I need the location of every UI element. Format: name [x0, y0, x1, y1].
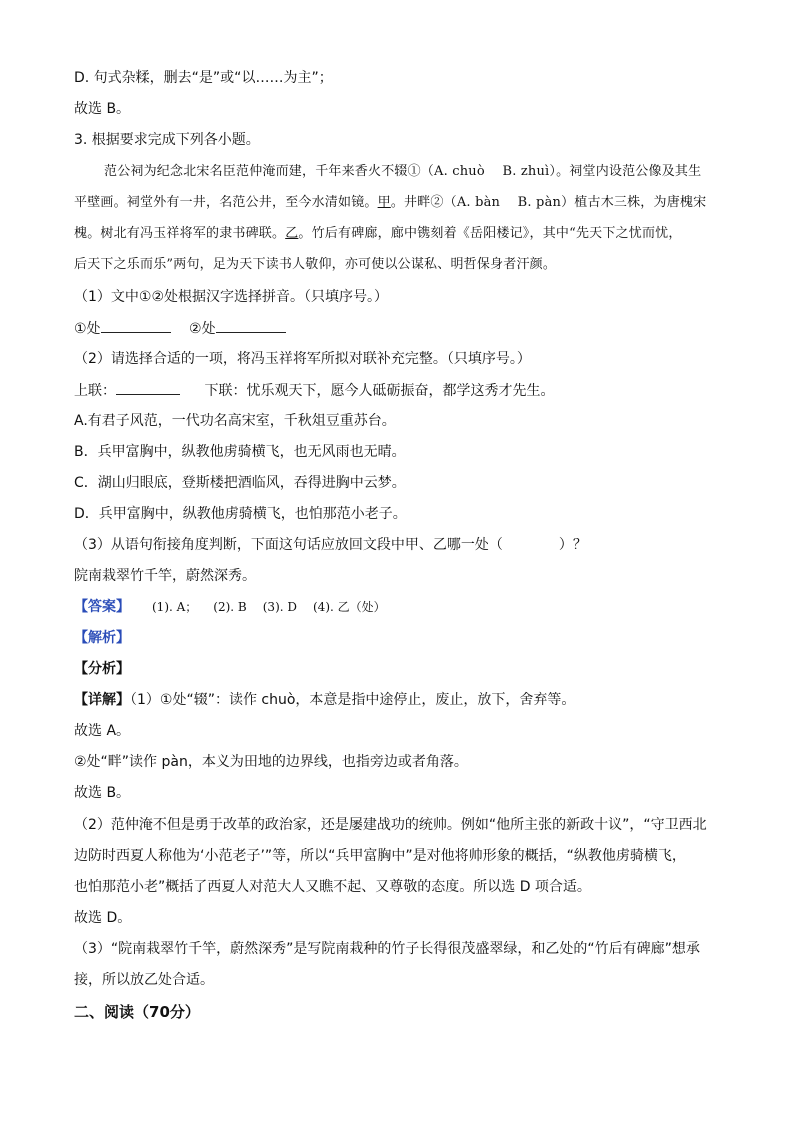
passage-line: 平壁画。祠堂外有一井，名范公井，至今水清如镜。甲。井畔②（A. bàn B. pàn）植古木三株，为唐槐宋	[74, 195, 707, 210]
fenxi-label: 【分析】	[74, 661, 130, 677]
text-line: 边防时西夏人称他为‘小范老子’”等，所以“兵甲富胸中”是对他将帅形象的概括，“纵教他虏骑横飞，	[74, 848, 686, 864]
sub-question-3: （3）从语句衔接角度判断，下面这句话应放回文段中甲、乙哪一处（ ）？	[74, 537, 587, 553]
text-line: 接，所以放乙处合适。	[74, 972, 214, 988]
option-a: A.有君子风范，一代功名高宋室，千秋俎豆重苏台。	[74, 413, 396, 429]
passage-line: 后天下之乐而乐”两句，足为天下读书人敬仰，亦可使以公谋私、明哲保身者汗颜。	[74, 257, 557, 272]
text-line: （3）“院南栽翠竹千竿，蔚然深秀”是写院南栽种的竹子长得很茂盛翠绿，和乙处的“竹后有碑廊”想承	[74, 941, 700, 957]
text-line: 故选 B。	[74, 101, 131, 117]
option-c: C．湖山归眼底，登斯楼把酒临风，吞得进胸中云梦。	[74, 475, 406, 491]
text-line: ②处“畔”读作 pàn，本义为田地的边界线，也指旁边或者角落。	[74, 754, 468, 770]
answer-item: (1). A；	[152, 600, 198, 614]
blank-field	[101, 318, 171, 333]
passage-line: 槐。树北有冯玉祥将军的隶书碑联。乙。竹后有碑廊，廊中镌刻着《岳阳楼记》，其中“先天下之忧而忧，	[74, 226, 682, 241]
answer-item: (3). D	[262, 600, 297, 614]
detail-label: 【详解】	[74, 692, 130, 708]
option-d: D．兵甲富胸中，纵教他虏骑横飞，也怕那范小老子。	[74, 506, 407, 522]
sub-question-2: （2）请选择合适的一项，将冯玉祥将军所拟对联补充完整。（只填序号。）	[74, 351, 531, 367]
text-line: 故选 A。	[74, 723, 131, 739]
text-line: D. 句式杂糅，删去“是”或“以……为主”；	[74, 70, 333, 86]
sentence-to-place: 院南栽翠竹千竿，蔚然深秀。	[74, 568, 256, 584]
couplet-line: 上联： 下联：忧乐观天下，愿今人砥砺振奋，都学这秀才先生。	[74, 380, 734, 401]
text-line: 故选 B。	[74, 785, 131, 801]
blank-field	[116, 380, 180, 395]
answer-item: (4). 乙（处）	[313, 600, 386, 614]
section-heading: 二、阅读（70分）	[74, 1003, 200, 1021]
answer-line	[74, 597, 734, 617]
sub-question-1: （1）文中①②处根据汉字选择拼音。（只填序号。）	[74, 289, 389, 305]
marker-jia: 甲	[377, 195, 391, 210]
option-b: B．兵甲富胸中，纵教他虏骑横飞，也无风雨也无晴。	[74, 444, 406, 460]
blank-field	[216, 318, 286, 333]
text-line: （2）范仲淹不但是勇于改革的政治家，还是屡建战功的统帅。例如“他所主张的新政十议”，“守卫西北	[74, 817, 707, 833]
passage-line: 范公祠为纪念北宋名臣范仲淹而建，千年来香火不辍①（A. chuò B. zhuì）。祠堂内设范公像及其生	[104, 164, 702, 179]
answer-blanks-1: ①处 ②处	[74, 318, 734, 339]
analysis-label: 【解析】	[74, 630, 130, 646]
text-line: 也怕那范小老”概括了西夏人对范大人又瞧不起、又尊敬的态度。所以选 D 项合适。	[74, 879, 591, 895]
detail-line: 【详解】（1）①处“辍”：读作 chuò，本意是指中途停止，废止，放下，舍弃等。	[74, 692, 576, 708]
marker-yi: 乙	[285, 226, 299, 241]
answer-item: (2). B	[213, 600, 247, 614]
question-heading: 3. 根据要求完成下列各小题。	[74, 132, 260, 148]
answer-label: 【答案】	[74, 599, 130, 615]
text-line: 故选 D。	[74, 910, 132, 926]
